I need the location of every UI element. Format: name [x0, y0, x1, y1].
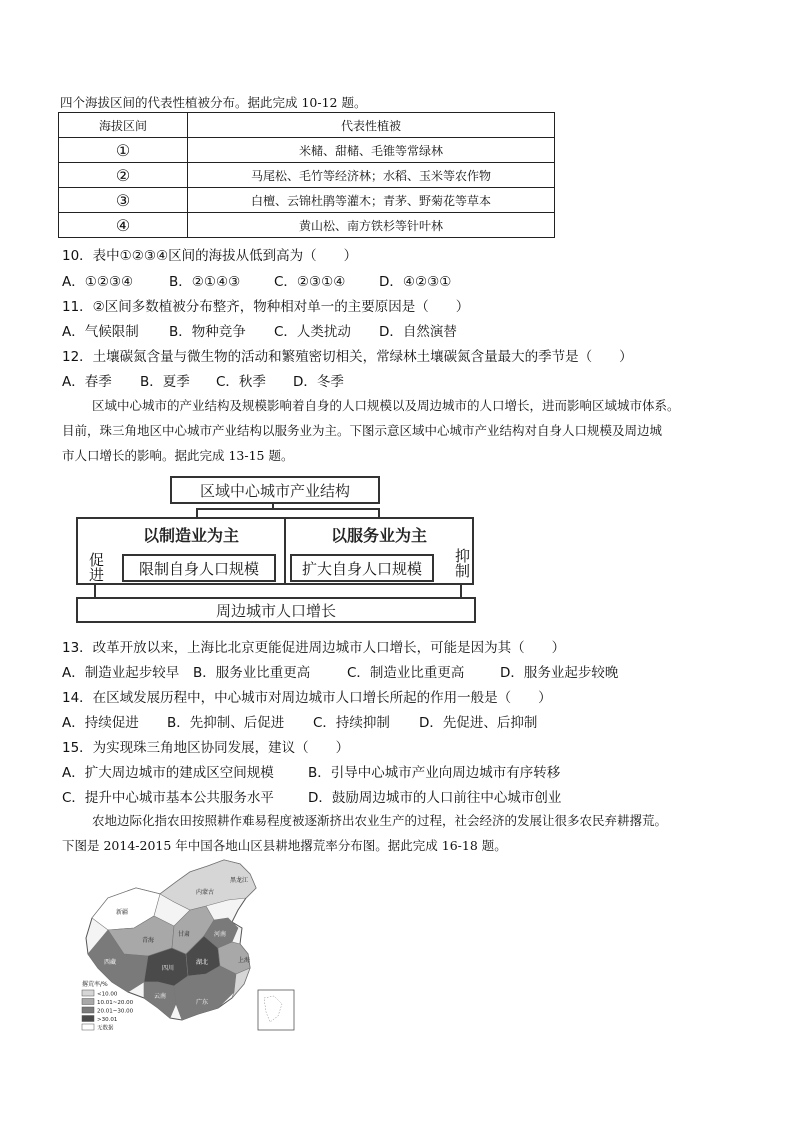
- legend-swatch: [82, 1007, 94, 1013]
- q15-option-c: C．提升中心城市基本公共服务水平: [62, 790, 274, 806]
- q11-option-d: D．自然演替: [379, 324, 457, 340]
- label-xinjiang: 新疆: [116, 909, 129, 916]
- q12-option-c: C．秋季: [216, 374, 266, 390]
- table-header-row: [59, 113, 555, 138]
- table-row: [59, 163, 555, 188]
- zone-cell: ①: [59, 138, 188, 163]
- q15-option-a: A．扩大周边城市的建成区空间规模: [62, 765, 274, 781]
- q10-option-b: B．②①④③: [169, 274, 241, 290]
- expand-population-box: 扩大自身人口规模: [290, 554, 434, 582]
- label-xizang: 西藏: [104, 959, 117, 966]
- promote-label: [86, 552, 104, 587]
- label-yunnan: 云南: [154, 993, 167, 1000]
- header-vegetation: 代表性植被: [188, 113, 555, 138]
- label-henan: 河南: [214, 931, 227, 938]
- label-sichuan: 四川: [162, 965, 175, 972]
- suppress-label: [452, 548, 470, 583]
- paragraph-2-line-2: 目前，珠三角地区中心城市产业结构以服务业为主。下图示意区域中心城市产业结构对自身人口规模及周边城: [62, 423, 663, 438]
- limit-population-box: 限制自身人口规模: [122, 554, 276, 582]
- legend-label: >30.01: [97, 1017, 118, 1023]
- q13-option-b: B．服务业比重更高: [193, 665, 311, 681]
- abandonment-rate-map: [78, 858, 308, 1036]
- label-neimenggu: 内蒙古: [196, 889, 215, 896]
- q13-option-c: C．制造业比重更高: [347, 665, 465, 681]
- question-12-stem: 12．土壤碳氮含量与微生物的活动和繁殖密切相关，常绿林土壤碳氮含量最大的季节是（ ）: [62, 349, 633, 365]
- q14-option-b: B．先抑制、后促进: [167, 715, 285, 731]
- q14-option-a: A．持续促进: [62, 715, 139, 731]
- legend-title: 撂荒率/%: [82, 981, 108, 988]
- label-guangdong: 广东: [196, 999, 209, 1006]
- legend-label: 20.01~30.00: [97, 1008, 134, 1015]
- label-shanghai: 上海: [238, 957, 251, 964]
- promote-text: 促进: [87, 552, 105, 582]
- manufacturing-label: 以制造业为主: [142, 526, 239, 545]
- table-row: [59, 138, 555, 163]
- q13-option-a: A．制造业起步较早: [62, 665, 180, 681]
- connector: [196, 508, 380, 510]
- q12-option-b: B．夏季: [140, 374, 190, 390]
- paragraph-2-line-3: 市人口增长的影响。据此完成 13-15 题。: [62, 448, 294, 463]
- table-row: [59, 188, 555, 213]
- q10-option-a: A．①②③④: [62, 274, 134, 290]
- q14-option-c: C．持续抑制: [313, 715, 390, 731]
- label-heilongjiang: 黑龙江: [230, 877, 249, 884]
- legend-swatch: [82, 990, 94, 996]
- zone-cell: ②: [59, 163, 188, 188]
- label-gansu: 甘肃: [178, 931, 191, 938]
- paragraph-3-line-1: 农地边际化指农田按照耕作难易程度被逐渐挤出农业生产的过程，社会经济的发展让很多农民弃耕撂荒。: [92, 813, 668, 828]
- vegetation-table: [58, 112, 555, 238]
- veg-cell: 马尾松、毛竹等经济林；水稻、玉米等农作物: [188, 163, 555, 188]
- q14-option-d: D．先促进、后抑制: [419, 715, 538, 731]
- paragraph-2-line-1: 区域中心城市的产业结构及规模影响着自身的人口规模以及周边城市的人口增长，进而影响区域城市体系。: [92, 398, 680, 413]
- legend-swatch: [82, 1016, 94, 1022]
- q15-option-b: B．引导中心城市产业向周边城市有序转移: [308, 765, 561, 781]
- table-row: [59, 213, 555, 238]
- legend-swatch: [82, 1024, 94, 1030]
- legend-swatch: [82, 999, 94, 1005]
- china-map-graphic: [78, 858, 308, 1036]
- legend-label: <10.00: [97, 991, 118, 998]
- service-label: 以服务业为主: [330, 526, 427, 545]
- diagram-bottom-box: 周边城市人口增长: [76, 597, 476, 623]
- label-hubei: 湖北: [196, 959, 209, 966]
- question-10-stem: 10．表中①②③④区间的海拔从低到高为（ ）: [62, 248, 358, 264]
- q11-option-b: B．物种竞争: [169, 324, 246, 340]
- legend-label: 10.01~20.00: [97, 1000, 134, 1006]
- intro-line: 四个海拔区间的代表性植被分布。据此完成 10-12 题。: [60, 95, 367, 110]
- veg-cell: 白檀、云锦杜鹃等灌木；青茅、野菊花等草本: [188, 188, 555, 213]
- veg-cell: 黄山松、南方铁杉等针叶林: [188, 213, 555, 238]
- connector: [94, 585, 96, 597]
- header-altitude: 海拔区间: [59, 113, 188, 138]
- connector: [460, 585, 462, 597]
- zone-cell: ④: [59, 213, 188, 238]
- question-15-stem: 15．为实现珠三角地区协同发展，建议（ ）: [62, 740, 350, 756]
- question-13-stem: 13．改革开放以来，上海比北京更能促进周边城市人口增长，可能是因为其（ ）: [62, 640, 566, 656]
- q12-option-d: D．冬季: [293, 374, 344, 390]
- label-qinghai: 青海: [142, 937, 155, 944]
- q15-option-d: D．鼓励周边城市的人口前往中心城市创业: [308, 790, 562, 806]
- veg-cell: 米槠、甜槠、毛锥等常绿林: [188, 138, 555, 163]
- legend-label: 无数据: [97, 1025, 114, 1032]
- q13-option-d: D．服务业起步较晚: [500, 665, 619, 681]
- q11-option-c: C．人类扰动: [274, 324, 351, 340]
- south-china-sea-inset: [258, 990, 294, 1030]
- suppress-text: 抑制: [453, 548, 471, 578]
- question-11-stem: 11．②区间多数植被分布整齐，物种相对单一的主要原因是（ ）: [62, 299, 470, 315]
- q10-option-c: C．②③①④: [274, 274, 346, 290]
- question-14-stem: 14．在区域发展历程中，中心城市对周边城市人口增长所起的作用一般是（ ）: [62, 690, 552, 706]
- zone-cell: ③: [59, 188, 188, 213]
- q12-option-a: A．春季: [62, 374, 112, 390]
- q10-option-d: D．④②③①: [379, 274, 452, 290]
- paragraph-3-line-2: 下图是 2014-2015 年中国各地山区县耕地撂荒率分布图。据此完成 16-18 题。: [62, 838, 507, 853]
- diagram-top-box: 区域中心城市产业结构: [170, 476, 380, 504]
- q11-option-a: A．气候限制: [62, 324, 139, 340]
